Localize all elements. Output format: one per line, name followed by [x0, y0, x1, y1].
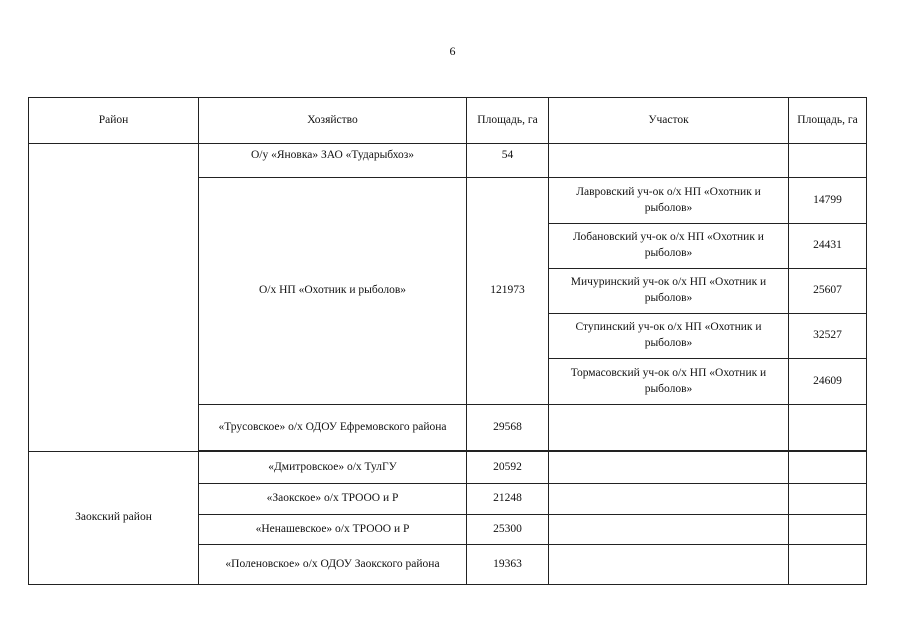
- plot-name: Тормасовский уч-ок о/х НП «Охотник и рыболов»: [549, 359, 789, 405]
- header-plot: Участок: [549, 98, 789, 144]
- farm-area: 19363: [467, 545, 549, 585]
- page-number: 6: [449, 44, 456, 58]
- farm-area: 25300: [467, 515, 549, 545]
- plot-name: Мичуринский уч-ок о/х НП «Охотник и рыболов»: [549, 269, 789, 314]
- header-district: Район: [29, 98, 199, 144]
- plot-name: [549, 515, 789, 545]
- header-row: [29, 98, 867, 144]
- farm-area: 29568: [467, 405, 549, 451]
- plot-name: Ступинский уч-ок о/х НП «Охотник и рыболов»: [549, 314, 789, 359]
- farm-name: «Дмитровское» о/х ТулГУ: [199, 452, 467, 484]
- plot-area: [789, 545, 867, 585]
- district-cell-2: Заокский район: [29, 452, 199, 585]
- farm-name: О/у «Яновка» ЗАО «Тударыбхоз»: [199, 144, 467, 178]
- plot-name: [549, 405, 789, 451]
- hunting-grounds-table: [28, 97, 867, 585]
- plot-name: [549, 452, 789, 484]
- plot-name: [549, 484, 789, 515]
- plot-area: [789, 484, 867, 515]
- plot-area: 24609: [789, 359, 867, 405]
- header-farm: Хозяйство: [199, 98, 467, 144]
- table-row: [29, 452, 867, 484]
- farm-area: 21248: [467, 484, 549, 515]
- plot-area: [789, 144, 867, 178]
- plot-name: [549, 144, 789, 178]
- plot-area: [789, 405, 867, 451]
- farm-name: «Ненашевское» о/х ТРООО и Р: [199, 515, 467, 545]
- farm-name: «Заокское» о/х ТРООО и Р: [199, 484, 467, 515]
- farm-area: 121973: [467, 178, 549, 405]
- plot-name: Лобановский уч-ок о/х НП «Охотник и рыболов»: [549, 224, 789, 269]
- farm-name: «Трусовское» о/х ОДОУ Ефремовского района: [199, 405, 467, 451]
- farm-area: 20592: [467, 452, 549, 484]
- plot-area: 25607: [789, 269, 867, 314]
- header-area: Площадь, га: [467, 98, 549, 144]
- district-cell-1: [29, 144, 199, 452]
- plot-area: [789, 452, 867, 484]
- table-row: [29, 144, 867, 178]
- plot-area: 24431: [789, 224, 867, 269]
- plot-area: 32527: [789, 314, 867, 359]
- plot-area: 14799: [789, 178, 867, 224]
- plot-area: [789, 515, 867, 545]
- header-plot-area: Площадь, га: [789, 98, 867, 144]
- farm-area: 54: [467, 144, 549, 178]
- plot-name: [549, 545, 789, 585]
- farm-name: «Поленовское» о/х ОДОУ Заокского района: [199, 545, 467, 585]
- plot-name: Лавровский уч-ок о/х НП «Охотник и рыболов»: [549, 178, 789, 224]
- farm-name: О/х НП «Охотник и рыболов»: [199, 178, 467, 405]
